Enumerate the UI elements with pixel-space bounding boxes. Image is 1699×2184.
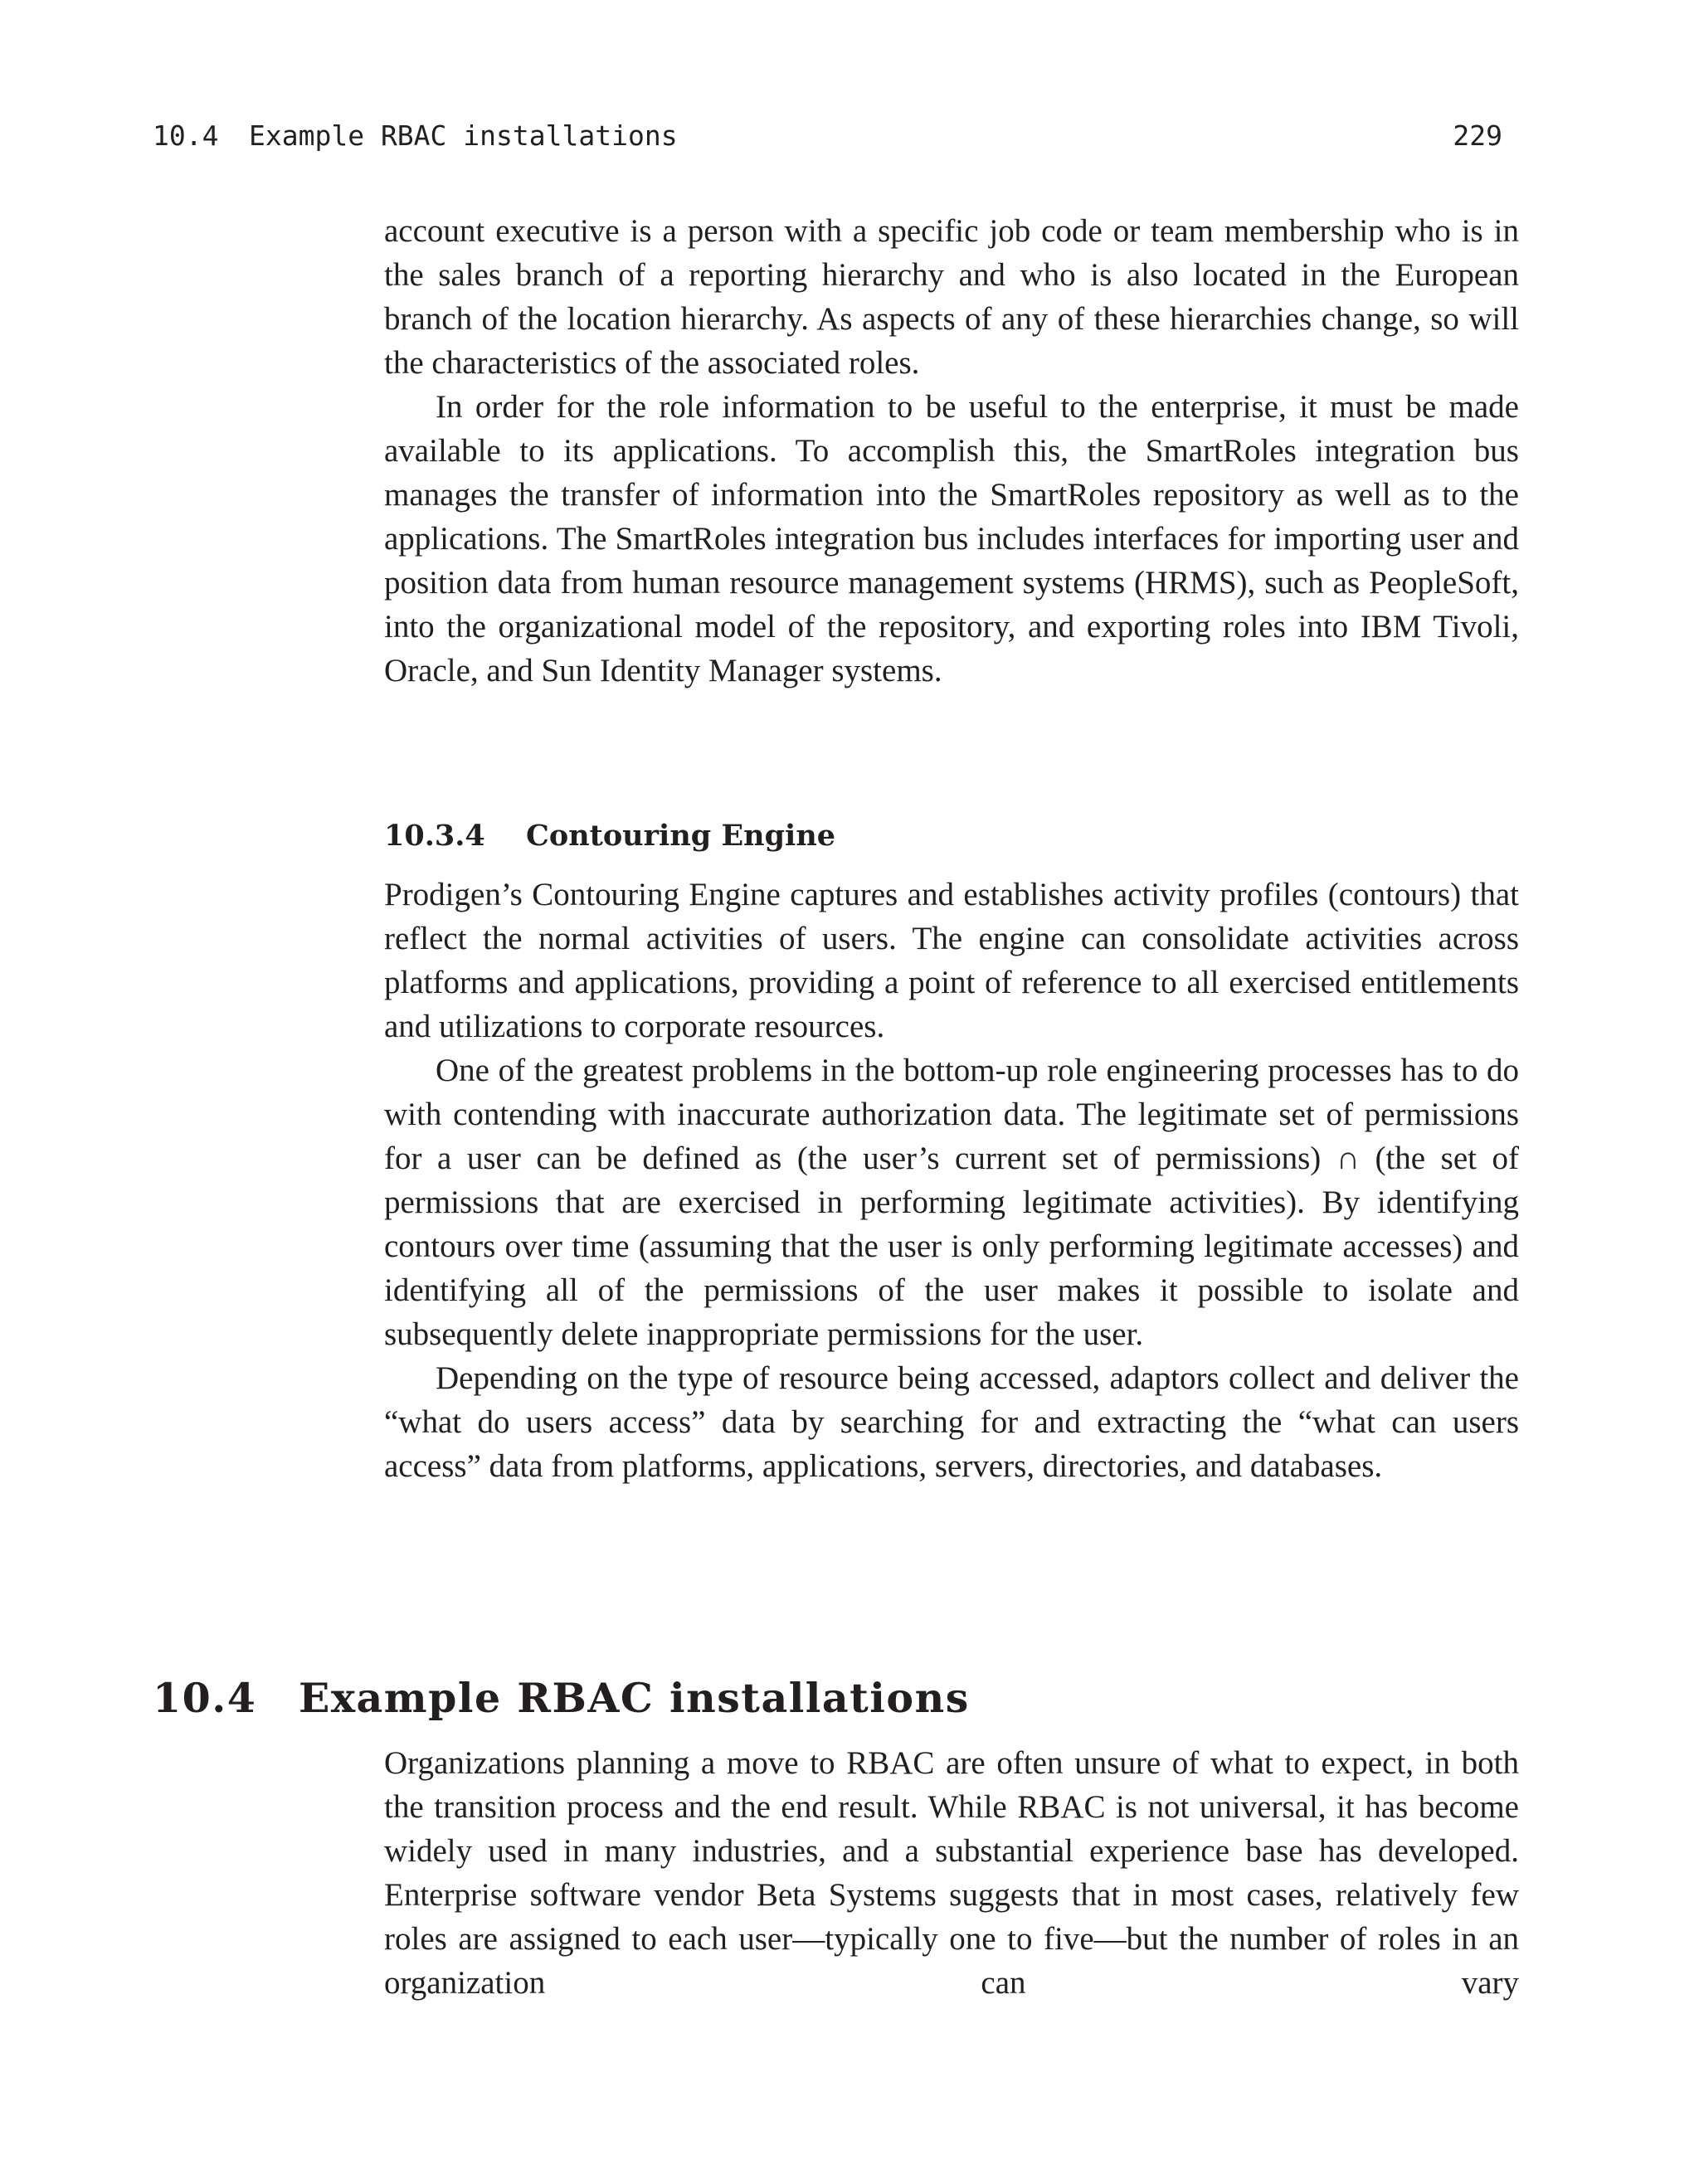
page-number: 229 (1453, 119, 1502, 152)
header-section-number: 10.4 (153, 119, 219, 152)
section-text-block (384, 1741, 1519, 2005)
paragraph: One of the greatest problems in the bottom-up role engineering processes has to do with contending with inaccurate authorization data. The legitimate set of permissions for a user can be defined as (the user’s current set of permissions) ∩ (the set of permissions that are exercised in performing legitimate activities). By identifying contours over time (assuming that the user is only performing legitimate accesses) and identifying all of the permissions of the user makes it possible to isolate and subsequently delete inappropriate permissions for the user. (384, 1053, 1519, 1352)
subsection-number: 10.3.4 (384, 819, 485, 853)
paragraph: Organizations planning a move to RBAC are often unsure of what to expect, in both the transition process and the end result. While RBAC is not universal, it has become widely used in many industries, and a substantial experience base has developed. Enterprise software vendor Beta Systems suggests that in most cases, relatively few roles are assigned to each user—typically one to five—but the number of roles in an organization can vary (384, 1745, 1519, 2001)
paragraph: account executive is a person with a specific job code or team membership who is in the sales branch of a reporting hierarchy and who is also located in the European branch of the location hierarchy. As aspects of any of these hierarchies change, so will the characteristics of the associated roles. (384, 213, 1519, 381)
paragraph: Depending on the type of resource being accessed, adaptors collect and deliver the “what do users access” data by searching for and extracting the “what can users access” data from platforms, applications, servers, directories, and databases. (384, 1360, 1519, 1484)
section-number: 10.4 (153, 1674, 257, 1722)
section-title: Example RBAC installations (299, 1674, 970, 1722)
paragraph: In order for the role information to be useful to the enterprise, it must be made available to its applications. To accomplish this, the SmartRoles integration bus manages the transfer of information into the SmartRoles repository as well as to the applications. The SmartRoles integration bus includes interfaces for importing user and position data from human resource management systems (HRMS), such as PeopleSoft, into the organizational model of the repository, and exporting roles into IBM Tivoli, Oracle, and Sun Identity Manager systems. (384, 389, 1519, 688)
paragraph: Prodigen’s Contouring Engine captures and establishes activity profiles (contours) that reflect the normal activities of users. The engine can consolidate activities across platforms and applications, providing a point of reference to all exercised entitlements and utilizations to corporate resources. (384, 877, 1519, 1044)
continued-text-block (384, 209, 1519, 693)
subsection-title: Contouring Engine (526, 819, 836, 853)
subsection-text-block (384, 873, 1519, 1488)
subsection-heading (384, 817, 835, 855)
section-heading (153, 1671, 970, 1724)
running-header (153, 118, 1502, 154)
header-section-title: Example RBAC installations (249, 119, 678, 152)
